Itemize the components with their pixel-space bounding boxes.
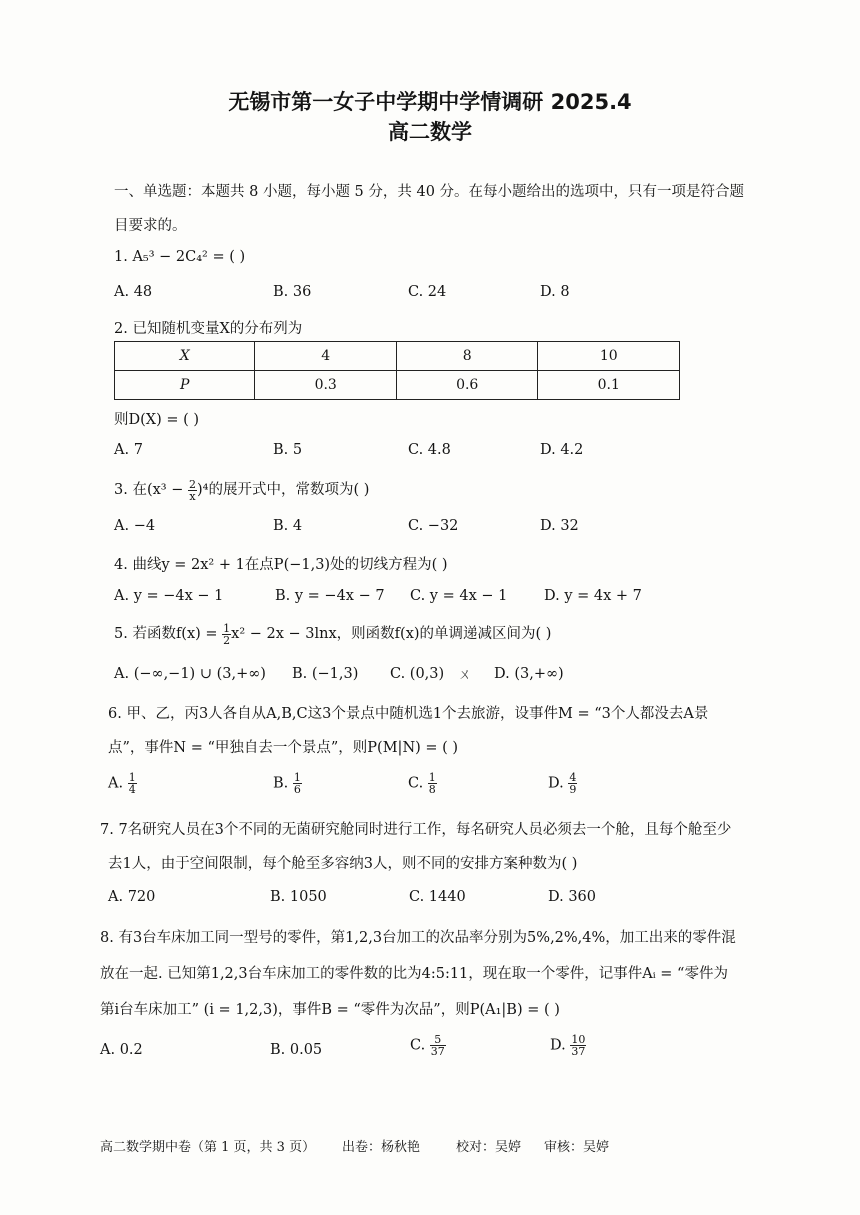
footer-reviewer: 审核：吴婷 bbox=[544, 1140, 610, 1155]
table-cell: 8 bbox=[396, 342, 538, 371]
question-4-option-c: C. y = 4x − 1 bbox=[410, 588, 508, 604]
question-5-option-c: C. (0,3) bbox=[390, 666, 445, 682]
question-7-option-a: A. 720 bbox=[108, 889, 156, 905]
table-cell: P bbox=[115, 371, 255, 400]
question-1-option-d: D. 8 bbox=[540, 284, 570, 300]
exam-subject: 高二数学 bbox=[388, 120, 472, 144]
question-8-option-a: A. 0.2 bbox=[100, 1042, 143, 1058]
fraction: $\frac{1}{4}$ bbox=[128, 771, 136, 796]
question-4-option-d: D. y = 4x + 7 bbox=[544, 588, 642, 604]
footer-author: 出卷：杨秋艳 bbox=[342, 1140, 421, 1155]
question-6-line2: 点”，事件N = “甲独自去一个景点”，则P(M|N) = ( ) bbox=[108, 740, 459, 756]
exam-title: 无锡市第一女子中学期中学情调研 2025.4 bbox=[228, 90, 632, 114]
table-row bbox=[115, 342, 680, 371]
question-7-line1: 7. 7名研究人员在3个不同的无菌研究舱同时进行工作，每名研究人员必须去一个舱，且每个舱至少 bbox=[100, 822, 732, 838]
question-1-option-b: B. 36 bbox=[273, 284, 312, 300]
table-row bbox=[115, 371, 680, 400]
question-5-stem-end: x² − 2x − 3lnx，则函数f(x)的单调递减区间为( ) bbox=[231, 626, 552, 642]
table-cell: X bbox=[115, 342, 255, 371]
question-2-ask: 则D(X) = ( ) bbox=[114, 412, 200, 428]
question-3-option-c: C. −32 bbox=[408, 518, 459, 534]
question-7-option-d: D. 360 bbox=[548, 889, 597, 905]
table-cell: 4 bbox=[255, 342, 397, 371]
table-cell: 10 bbox=[538, 342, 680, 371]
question-2-option-b: B. 5 bbox=[273, 442, 303, 458]
question-8-line2: 放在一起. 已知第1,2,3台车床加工的零件数的比为4:5:11，现在取一个零件，记事件Aᵢ = “零件为 bbox=[100, 966, 728, 982]
question-7-option-b: B. 1050 bbox=[270, 889, 327, 905]
question-2-option-d: D. 4.2 bbox=[540, 442, 584, 458]
table-cell: 0.1 bbox=[538, 371, 680, 400]
question-7-line2: 去1人，由于空间限制，每个舱至多容纳3人，则不同的安排方案种数为( ) bbox=[108, 856, 578, 872]
question-4-stem: 4. 曲线y = 2x² + 1在点P(−1,3)处的切线方程为( ) bbox=[114, 557, 448, 573]
question-8-option-d: D. $\frac{10}{37}$ bbox=[550, 1033, 586, 1058]
question-8-option-c: C. $\frac{5}{37}$ bbox=[410, 1033, 445, 1058]
question-3-option-d: D. 32 bbox=[540, 518, 579, 534]
question-1-stem: 1. A₅³ − 2C₄² = ( ) bbox=[114, 249, 246, 265]
fraction: $\frac{1}{8}$ bbox=[428, 771, 436, 796]
question-5-stem-start: 5. 若函数f(x) = bbox=[114, 626, 223, 642]
question-3-stem-end: )⁴的展开式中，常数项为( ) bbox=[196, 482, 370, 498]
fraction: $\frac{2}{x}$ bbox=[188, 477, 196, 503]
table-cell: 0.3 bbox=[255, 371, 397, 400]
question-6-option-d: D. $\frac{4}{9}$ bbox=[548, 771, 577, 796]
question-8-line1: 8. 有3台车床加工同一型号的零件，第1,2,3台加工的次品率分别为5%,2%,4%，加工出来的零件混 bbox=[100, 930, 736, 946]
question-1-option-c: C. 24 bbox=[408, 284, 447, 300]
question-4-option-a: A. y = −4x − 1 bbox=[114, 588, 224, 604]
question-2-stem: 2. 已知随机变量X的分布列为 bbox=[114, 321, 303, 337]
question-3-option-b: B. 4 bbox=[273, 518, 303, 534]
question-5-option-d: D. (3,+∞) bbox=[494, 666, 564, 682]
question-4-option-b: B. y = −4x − 7 bbox=[275, 588, 385, 604]
question-2-option-c: C. 4.8 bbox=[408, 442, 451, 458]
table-cell: 0.6 bbox=[396, 371, 538, 400]
question-5-option-b: B. (−1,3) bbox=[292, 666, 359, 682]
question-6-option-a: A. $\frac{1}{4}$ bbox=[108, 771, 136, 796]
fraction: $\frac{4}{9}$ bbox=[569, 771, 577, 796]
footer-proofreader: 校对：吴婷 bbox=[456, 1140, 522, 1155]
question-3-option-a: A. −4 bbox=[114, 518, 156, 534]
question-2-option-a: A. 7 bbox=[114, 442, 143, 458]
fraction: $\frac{5}{37}$ bbox=[430, 1033, 445, 1058]
question-6-line1: 6. 甲、乙，丙3人各自从A,B,C这3个景点中随机选1个去旅游，设事件M = “3个人都没去A景 bbox=[108, 706, 709, 722]
question-3-stem-start: 3. 在(x³ − bbox=[114, 482, 188, 498]
question-3-stem bbox=[114, 478, 369, 502]
distribution-table bbox=[114, 341, 680, 400]
question-7-option-c: C. 1440 bbox=[409, 889, 466, 905]
question-5-stem bbox=[114, 622, 551, 646]
question-5-option-a: A. (−∞,−1) ∪ (3,+∞) bbox=[114, 666, 266, 682]
handwritten-mark: ㄨ bbox=[458, 667, 472, 683]
section-instructions-line2: 目要求的。 bbox=[114, 218, 187, 234]
fraction: $\frac{1}{6}$ bbox=[293, 771, 301, 796]
fraction: $\frac{10}{37}$ bbox=[571, 1033, 586, 1058]
question-8-line3: 第i台车床加工” (i = 1,2,3)，事件B = “零件为次品”，则P(A₁|B) = ( ) bbox=[100, 1002, 560, 1018]
fraction: $\frac{1}{2}$ bbox=[223, 621, 231, 647]
question-6-option-b: B. $\frac{1}{6}$ bbox=[273, 771, 301, 796]
question-6-option-c: C. $\frac{1}{8}$ bbox=[408, 771, 436, 796]
section-instructions-line1: 一、单选题：本题共 8 小题，每小题 5 分，共 40 分。在每小题给出的选项中，只有一项是符合题 bbox=[114, 184, 745, 200]
footer-page-info: 高二数学期中卷（第 1 页，共 3 页） bbox=[100, 1140, 316, 1155]
question-8-option-b: B. 0.05 bbox=[270, 1042, 323, 1058]
question-1-option-a: A. 48 bbox=[114, 284, 153, 300]
